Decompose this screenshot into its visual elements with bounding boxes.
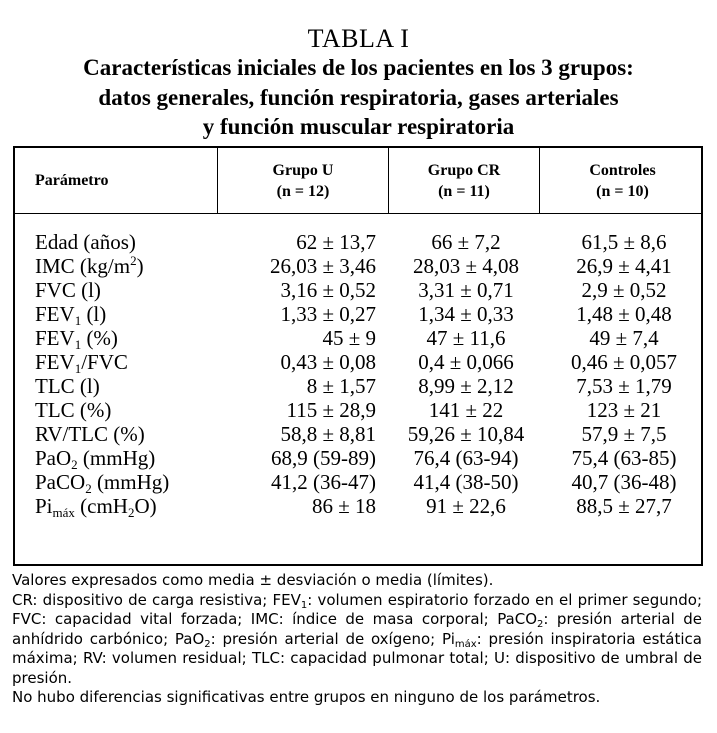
table-row: [15, 350, 701, 374]
table-row: [15, 326, 701, 350]
row-grupo-cr-value: 76,4 (63-94): [413, 446, 519, 470]
row-grupo-u-value: 26,03 ± 3,46: [269, 254, 376, 278]
table-footnotes: [12, 571, 702, 708]
table-row: [15, 302, 701, 326]
row-grupo-u-value: 0,43 ± 0,08: [280, 350, 376, 374]
row-parameter: PaO$_2$ (mmHg): [35, 446, 156, 472]
row-grupo-cr-value: 1,34 ± 0,33: [418, 302, 514, 326]
header-parametro: [35, 148, 215, 213]
table-subtitle-line-3: y función muscular respiratoria: [202, 114, 515, 139]
row-controles-value: 49 ± 7,4: [589, 326, 659, 350]
row-parameter: PaCO$_2$ (mmHg): [35, 470, 170, 496]
table-row: [15, 374, 701, 398]
row-grupo-u-value: 45 ± 9: [322, 326, 376, 350]
row-parameter: $FEV_1$ (%): [35, 326, 118, 352]
row-parameter: IMC $(kg/m^2)$: [35, 253, 144, 278]
footnote-no-differences: No hubo diferencias significativas entre grupos en ninguno de los parámetros.: [12, 688, 601, 706]
footnote-abbreviations: CR: dispositivo de carga resistiva; $FEV_1$: volumen espiratorio forzado en el primer segundo; FVC: capacidad vital forzada; IMC: índice de masa corporal; PaCO$_2$: presión arterial de anhídrido carbónico; PaO$_2$: presión arterial de oxígeno; $Pi_{máx}$: presión inspiratoria estática máxima; RV: volumen residual; TLC: capacidad pulmonar total; U: dispositivo de umbral de presión.: [12, 590, 702, 687]
row-grupo-u-value: 3,16 ± 0,52: [280, 278, 376, 302]
header-grupo-u-name: Grupo U: [272, 161, 334, 179]
header-grupo-u: [218, 148, 388, 213]
row-parameter: $Pi_{máx}$ (cmH$_2$O): [35, 494, 157, 520]
table-row: [15, 470, 701, 494]
row-grupo-u-value: 41,2 (36-47): [271, 470, 376, 494]
header-parametro-label: Parámetro: [35, 172, 109, 189]
header-grupo-cr: [389, 148, 539, 213]
row-grupo-u-value: 86 ± 18: [311, 494, 376, 518]
row-grupo-cr-value: 141 ± 22: [428, 398, 504, 422]
header-grupo-u-n: (n = 12): [276, 182, 330, 200]
row-grupo-cr-value: 66 ± 7,2: [431, 230, 501, 254]
row-parameter: $FEV_1$ (l): [35, 302, 107, 328]
row-grupo-u-value: 115 ± 28,9: [286, 398, 376, 422]
row-controles-value: 61,5 ± 8,6: [581, 230, 667, 254]
row-grupo-cr-value: 91 ± 22,6: [426, 494, 506, 518]
row-grupo-u-value: 68,9 (59-89): [271, 446, 376, 470]
row-parameter: FVC (l): [35, 278, 101, 302]
row-grupo-u-value: 58,8 ± 8,81: [280, 422, 376, 446]
row-controles-value: 0,46 ± 0,057: [570, 350, 678, 374]
row-controles-value: 57,9 ± 7,5: [581, 422, 667, 446]
table-row: [15, 446, 701, 470]
table-row: [15, 422, 701, 446]
row-grupo-u-value: 62 ± 13,7: [296, 230, 376, 254]
header-grupo-cr-name: Grupo CR: [427, 161, 501, 179]
header-controles: [540, 148, 705, 213]
table-title: TABLA I: [307, 24, 410, 53]
row-grupo-cr-value: 47 ± 11,6: [426, 326, 506, 350]
header-grupo-cr-n: (n = 11): [438, 182, 490, 200]
table-row: [15, 278, 701, 302]
row-controles-value: 1,48 ± 0,48: [576, 302, 672, 326]
table-row: [15, 398, 701, 422]
row-controles-value: 2,9 ± 0,52: [581, 278, 667, 302]
row-controles-value: 40,7 (36-48): [571, 470, 677, 494]
header-controles-n: (n = 10): [596, 182, 649, 200]
row-grupo-u-value: 8 ± 1,57: [306, 374, 376, 398]
row-grupo-cr-value: 3,31 ± 0,71: [418, 278, 514, 302]
header-divider: [15, 213, 701, 214]
row-grupo-cr-value: 41,4 (38-50): [413, 470, 519, 494]
table-row: [15, 230, 701, 254]
data-table: [13, 146, 703, 566]
row-controles-value: 88,5 ± 27,7: [576, 494, 672, 518]
table-row: [15, 494, 701, 518]
header-controles-name: Controles: [589, 161, 656, 179]
row-grupo-cr-value: 28,03 ± 4,08: [412, 254, 520, 278]
row-parameter: TLC (%): [35, 398, 112, 422]
row-controles-value: 75,4 (63-85): [571, 446, 677, 470]
footnote-values: Valores expresados como media ± desviación o media (límites).: [12, 571, 494, 589]
row-grupo-cr-value: 8,99 ± 2,12: [418, 374, 514, 398]
table-row: [15, 254, 701, 278]
row-controles-value: 26,9 ± 4,41: [576, 254, 672, 278]
row-parameter: $FEV_1$/FVC: [35, 350, 128, 376]
table-subtitle-line-1: Características iniciales de los pacientes en los 3 grupos:: [83, 55, 634, 80]
row-controles-value: 7,53 ± 1,79: [576, 374, 672, 398]
row-controles-value: 123 ± 21: [586, 398, 662, 422]
row-parameter: RV/TLC (%): [35, 422, 145, 446]
table-subtitle-line-2: datos generales, función respiratoria, gases arteriales: [98, 85, 619, 110]
row-grupo-cr-value: 0,4 ± 0,066: [418, 350, 514, 374]
row-parameter: Edad (años): [35, 230, 136, 254]
row-grupo-u-value: 1,33 ± 0,27: [280, 302, 376, 326]
row-grupo-cr-value: 59,26 ± 10,84: [407, 422, 525, 446]
row-parameter: TLC (l): [35, 374, 100, 398]
